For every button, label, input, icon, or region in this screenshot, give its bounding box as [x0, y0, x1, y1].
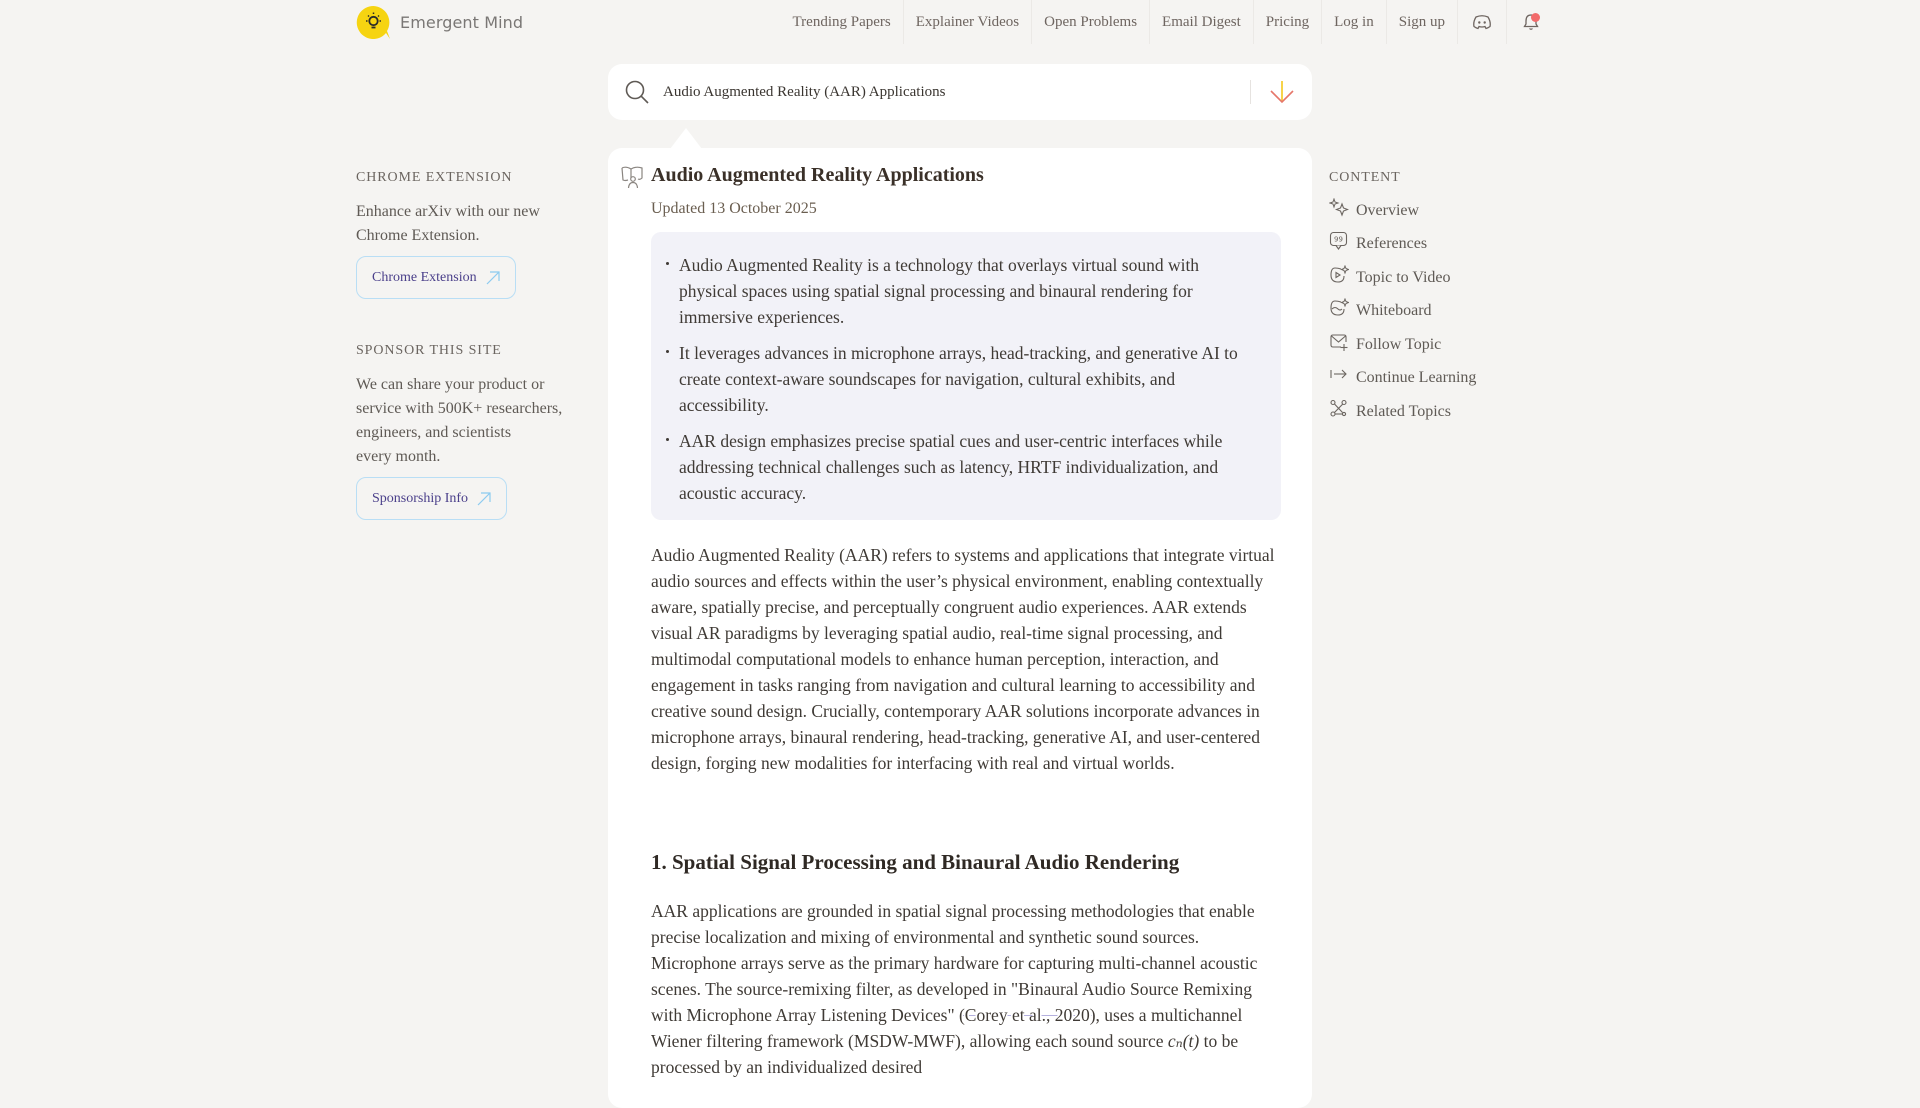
- sponsorship-info-button-label: Sponsorship Info: [372, 490, 469, 506]
- notifications-button[interactable]: [1506, 0, 1555, 44]
- sponsor-text-line: every month.: [356, 448, 441, 465]
- toc-item-whiteboard[interactable]: [1329, 295, 1549, 329]
- chrome-extension-heading: CHROME EXTENSION: [356, 170, 513, 185]
- brand-name: Emergent Mind: [400, 13, 524, 32]
- paragraph-text: to be processed by an individualized desired: [651, 1031, 1239, 1077]
- sponsor-text-line: engineers, and scientists: [356, 424, 512, 441]
- sponsor-text-line: We can share your product or: [356, 376, 545, 393]
- toc-item-follow-topic[interactable]: [1329, 328, 1549, 362]
- toc-item-related-topics[interactable]: [1329, 395, 1549, 429]
- nav-log-in[interactable]: Log in: [1321, 0, 1386, 44]
- sparkle-icon: [1329, 198, 1349, 218]
- nav-open-problems[interactable]: Open Problems: [1031, 0, 1149, 44]
- discord-icon: [1472, 14, 1492, 30]
- citation-link[interactable]: (Corey et al., 2020): [958, 1005, 1096, 1025]
- search-divider: [1250, 80, 1251, 104]
- key-points-summary: [651, 232, 1281, 520]
- toc-list: [1329, 194, 1549, 429]
- chrome-extension-text: Enhance arXiv with our new Chrome Extension.: [356, 203, 540, 244]
- updated-date: Updated 13 October 2025: [651, 200, 817, 217]
- lightbulb-logo-icon: [356, 5, 391, 40]
- search-bar: [608, 64, 1312, 120]
- video-sparkle-icon: [1329, 265, 1349, 285]
- search-pointer-triangle: [670, 128, 702, 149]
- open-book-reader-icon: [620, 164, 646, 190]
- top-nav: [781, 0, 1555, 44]
- brand-logo-link[interactable]: [356, 5, 523, 40]
- whiteboard-sparkle-icon: [1329, 298, 1349, 318]
- toc-item-overview[interactable]: [1329, 194, 1549, 228]
- top-header: [0, 0, 1920, 44]
- article-title: Audio Augmented Reality Applications: [651, 164, 984, 186]
- arrow-right-bar-icon: [1329, 365, 1349, 385]
- paragraph-text: AAR applications are grounded in spatial signal processing methodologies that enable precise localization and mixing of environmental and synthetic sound sources. Microphone arrays serve as the primary hardware for capturing multi-channel acoustic scenes. The source-remixing filter, as developed in "Binaural Audio Source Remixing with Microphone Array Listening Devices": [651, 901, 1258, 1025]
- toc-item-topic-to-video[interactable]: [1329, 261, 1549, 295]
- external-arrow-icon: [477, 492, 491, 506]
- search-input[interactable]: [663, 64, 1243, 120]
- math-expression: cₙ(t): [1167, 1031, 1200, 1051]
- toc-label: Continue Learning: [1356, 369, 1477, 387]
- nav-email-digest[interactable]: Email Digest: [1149, 0, 1253, 44]
- search-submit-button[interactable]: [1262, 74, 1302, 110]
- sponsor-heading: SPONSOR THIS SITE: [356, 343, 502, 358]
- toc-label: References: [1356, 235, 1428, 253]
- search-icon: [624, 79, 650, 105]
- toc-label: Follow Topic: [1356, 335, 1442, 353]
- section-paragraph: [651, 898, 1283, 1080]
- nav-trending-papers[interactable]: Trending Papers: [792, 13, 891, 30]
- external-arrow-icon: [486, 271, 500, 285]
- sponsorship-info-button[interactable]: [356, 477, 507, 520]
- toc-label: Whiteboard: [1356, 302, 1432, 320]
- notification-dot: [1531, 13, 1540, 22]
- nav-pricing[interactable]: Pricing: [1253, 0, 1321, 44]
- summary-point: Audio Augmented Reality is a technology that overlays virtual sound with physical spaces using spatial signal processing and binaural rendering for immersive experiences.: [666, 252, 1261, 330]
- arrow-down-icon: [1269, 79, 1295, 105]
- summary-point: AAR design emphasizes precise spatial cues and user-centric interfaces while addressing technical challenges such as latency, HRTF individualization, and acoustic accuracy.: [666, 428, 1261, 506]
- chrome-extension-block: [356, 170, 586, 299]
- toc-label: Overview: [1356, 201, 1420, 219]
- left-sidebar: [356, 170, 586, 520]
- nav-sign-up[interactable]: Sign up: [1386, 0, 1457, 44]
- intro-paragraph: Audio Augmented Reality (AAR) refers to systems and applications that integrate virtual audio sources and effects within the user’s physical environment, enabling contextually aware, spatially precise, and perceptually congruent audio experiences. AAR extends visual AR paradigms by leveraging spatial audio, real-time signal processing, and multimodal computational models to enhance human perception, interaction, and engagement in tasks ranging from navigation and cultural learning to accessibility and creative sound design. Crucially, contemporary AAR solutions incorporate advances in microphone arrays, binaural rendering, head-tracking, generative AI, and user-centered design, forging new modalities for interfacing with real and virtual worlds.: [651, 545, 1275, 773]
- chrome-extension-button[interactable]: [356, 256, 516, 299]
- section-heading: 1. Spatial Signal Processing and Binaural Audio Rendering: [651, 850, 1180, 874]
- summary-point: It leverages advances in microphone arrays, head-tracking, and generative AI to create context-aware soundscapes for navigation, cultural exhibits, and accessibility.: [666, 340, 1261, 418]
- toc-heading: CONTENT: [1329, 170, 1401, 185]
- toc-label: Topic to Video: [1356, 268, 1451, 286]
- graph-nodes-icon: [1329, 399, 1349, 419]
- paragraph-text: , uses a multichannel Wiener filtering framework (MSDW-MWF), allowing each sound source: [651, 1005, 1243, 1051]
- sponsor-text: [356, 373, 586, 469]
- toc-item-continue-learning[interactable]: [1329, 362, 1549, 396]
- article-card: [608, 148, 1312, 1108]
- nav-explainer-videos[interactable]: Explainer Videos: [903, 0, 1031, 44]
- svg-text:99: 99: [1334, 235, 1343, 244]
- sponsor-text-line: service with 500K+ researchers,: [356, 400, 563, 417]
- toc-label: Related Topics: [1356, 402, 1452, 420]
- discord-button[interactable]: [1457, 0, 1506, 44]
- quote-bubble-icon: [1329, 231, 1349, 251]
- sponsor-block: [356, 343, 586, 520]
- content-toc: [1329, 170, 1549, 429]
- toc-item-references[interactable]: [1329, 228, 1549, 262]
- mail-plus-icon: [1329, 332, 1349, 352]
- chrome-extension-button-label: Chrome Extension: [372, 269, 477, 285]
